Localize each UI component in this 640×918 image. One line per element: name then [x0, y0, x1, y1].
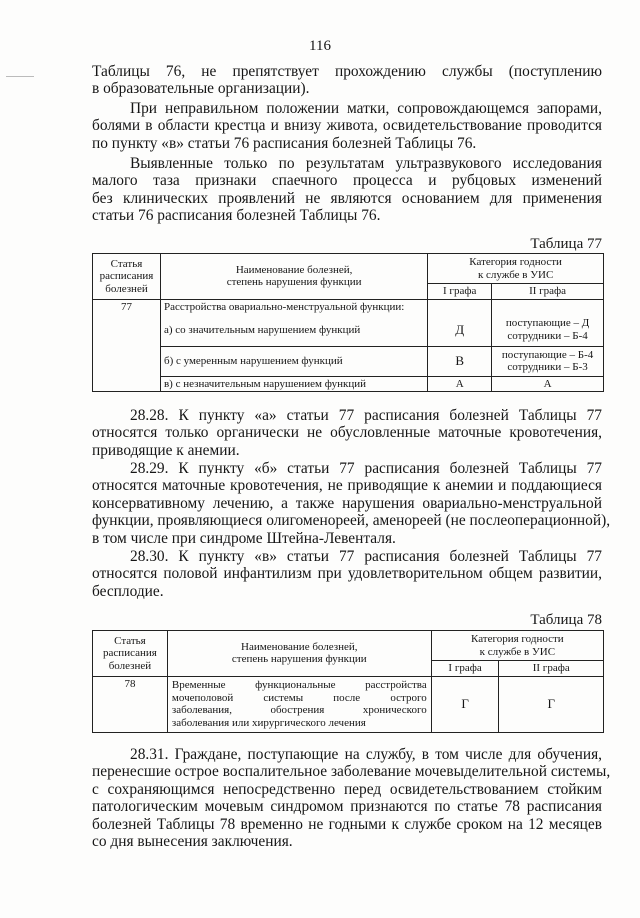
disease-item: а) со значительным нарушением функций	[160, 314, 427, 346]
header-text: болезней	[108, 659, 152, 672]
header-text: болезней	[105, 282, 148, 295]
text-line: со дня вынесения заключения.	[92, 833, 293, 851]
header-article	[93, 254, 161, 300]
header-text: Категория годности	[471, 633, 564, 645]
text-line: перенесшие острое воспалительное заболевание мочевыделительной системы,	[92, 763, 611, 781]
text-line: в образовательные организации).	[92, 80, 310, 98]
category-line: сотрудники – Б-3	[507, 361, 588, 373]
disease-item: б) с умеренным нарушением функций	[160, 346, 427, 376]
article-cell: 78	[93, 676, 168, 732]
text-line: с сохраняющимся непосредственно перед освидетельствованием стойким	[92, 780, 602, 798]
header-category	[431, 631, 603, 661]
text-line: относятся только органически не обусловленные маточные кровотечения,	[92, 424, 602, 442]
text-line: 28.28. К пункту «а» статьи 77 расписания болезней Таблицы 77	[130, 407, 602, 424]
table77-caption: Таблица 77	[530, 236, 602, 252]
text-line: по пункту «в» статьи 76 расписания болезней Таблицы 76.	[92, 134, 477, 152]
paragraph-28-31	[92, 746, 611, 851]
header-disease-name	[160, 254, 427, 300]
article-cell: 77	[93, 299, 161, 392]
paragraph-28-28	[92, 407, 602, 459]
category-g2: А	[492, 376, 604, 392]
text-line: заболевания, обострения хронического	[171, 704, 427, 716]
header-article	[93, 631, 168, 677]
header-text: Статья	[114, 634, 146, 647]
category-g1: А	[428, 376, 492, 392]
page-number: 116	[309, 38, 331, 54]
category-line: поступающие – Д	[505, 317, 590, 330]
text-line: 28.29. К пункту «б» статьи 77 расписания болезней Таблицы 77	[130, 460, 602, 477]
text-line: приводящие к анемии.	[92, 441, 240, 459]
text-line: бесплодие.	[92, 582, 164, 600]
text-line: Выявленные только по результатам ультразвукового исследования	[130, 155, 602, 172]
header-text: Наименование болезней,	[235, 263, 353, 276]
header-text: степень нарушения функции	[231, 653, 367, 666]
header-column-1: I графа	[431, 661, 499, 677]
header-text: расписания	[99, 270, 154, 282]
text-line: статьи 76 расписания болезней Таблицы 76.	[92, 207, 381, 225]
disease-title: Расстройства овариально-менструальной функции:	[160, 299, 427, 314]
header-text: расписания	[103, 647, 157, 659]
text-line: мочеполовой системы после острого	[171, 691, 427, 704]
text-line: в том числе при синдроме Штейна-Левенталя.	[92, 529, 396, 547]
text-line: относятся маточные кровотечения, не приводящие к анемии и поддающиеся	[92, 477, 602, 495]
text-line: функции, проявляющиеся олигоменореей, аменореей (не послеоперационной),	[92, 512, 611, 530]
paragraph-28-30	[92, 548, 602, 600]
text-line: 28.30. К пункту «в» статьи 77 расписания болезней Таблицы 77	[130, 548, 602, 565]
scan-margin-mark	[6, 76, 34, 77]
category-line: сотрудники – Б-4	[507, 329, 588, 342]
header-text: к службе в УИС	[477, 268, 554, 281]
table78-caption: Таблица 78	[530, 612, 602, 628]
header-disease-name	[167, 631, 431, 677]
header-column-1: I графа	[428, 284, 492, 300]
table-78	[92, 630, 604, 733]
header-column-2: II графа	[499, 661, 604, 677]
category-g1: В	[428, 346, 492, 376]
header-text: степень нарушения функции	[226, 276, 362, 289]
header-column-2: II графа	[492, 284, 604, 300]
header-text: к службе в УИС	[479, 645, 556, 658]
text-line: заболевания или хирургического лечения	[171, 716, 366, 729]
header-text: Наименование болезней,	[241, 640, 358, 653]
header-text: Статья	[110, 257, 143, 270]
text-line: Таблицы 76, не препятствует прохождению службы (поступлению	[92, 63, 602, 80]
text-line: Временные функциональные расстройства	[171, 679, 427, 691]
header-text: Категория годности	[469, 256, 562, 268]
header-category	[428, 254, 604, 284]
text-line: болями в области крестца и внизу живота, освидетельствование проводится	[92, 117, 602, 135]
empty-cell	[492, 299, 604, 314]
text-line: болезней Таблицы 78 временно не годными к службе сроком на 12 месяцев	[92, 815, 602, 833]
uterus-paragraph	[92, 100, 602, 152]
category-g2: Г	[499, 676, 604, 732]
intro-paragraph	[92, 63, 602, 98]
text-line: малого таза признаки спаечного процесса и рубцовых изменений	[92, 172, 602, 190]
disease-item: в) с незначительным нарушением функций	[160, 376, 427, 392]
text-line: 28.31. Граждане, поступающие на службу, в том числе для обучения,	[130, 746, 602, 763]
category-g2	[492, 346, 604, 376]
text-line: При неправильном положении матки, сопровождающемся запорами,	[130, 100, 602, 117]
text-line: патологическим мочевым синдромом признаются по статье 78 расписания	[92, 798, 602, 816]
text-line: консервативному лечению, а также нарушения овариально-менструальной	[92, 494, 602, 512]
ultrasound-paragraph	[92, 155, 602, 225]
text-line: относятся половой инфантилизм при удовлетворительном общем развитии,	[92, 565, 602, 583]
empty-cell	[428, 299, 492, 314]
disease-description	[167, 676, 431, 732]
category-line: поступающие – Б-4	[501, 348, 594, 361]
paragraph-28-29	[92, 460, 611, 547]
category-g2	[492, 314, 604, 346]
category-g1: Г	[431, 676, 499, 732]
table-77	[92, 253, 604, 392]
category-g1: Д	[428, 314, 492, 346]
text-line: без клинических проявлений не являются основанием для применения	[92, 189, 602, 207]
